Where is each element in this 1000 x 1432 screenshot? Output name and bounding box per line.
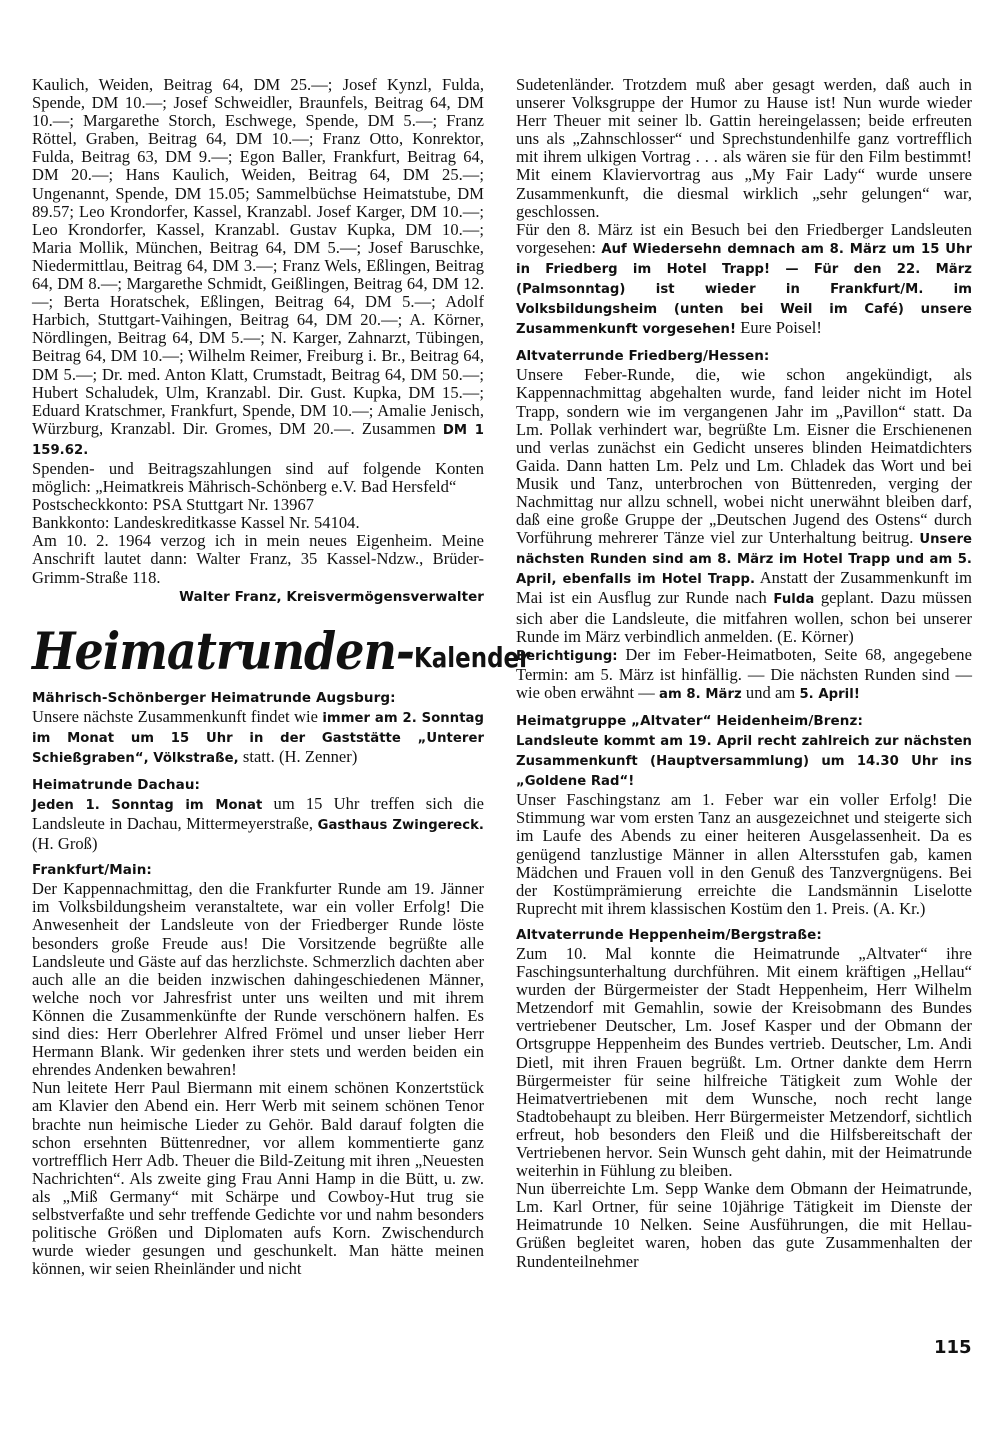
calendar-heading: [32, 620, 531, 681]
page-number: 115: [934, 1337, 972, 1358]
section-heading-dachau: Heimatrunde Dachau:: [32, 777, 201, 793]
right-column: [516, 76, 972, 1271]
section-text-heidenheim: Unser Faschingstanz am 1. Feber war ein voller Erfolg! Die Stimmung war vom ersten Tanz an ausgezeichnet und steigerte sich im Laufe des Abends zu einer heiteren Ausgelassenheit. Da es genügend tanzlustige Männer in allen Altersstufen gab, kamen Mädchen und Frauen voll in den Genuß des Tanzvergnügens. Bei der Kostümprämierung erreichte die Landsmännin Liselotte Ruprecht mit ihrem klassischen Kostüm den 1. Preis. (A. Kr.): [516, 790, 972, 918]
section-heading-augsburg: Mährisch-Schönberger Heimatrunde Augsburg:: [32, 689, 396, 706]
section-text-augsburg: Unsere nächste Zusammenkunft findet wie immer am 2. Sonntag im Monat um 15 Uhr in der Gaststätte „Unterer Schießgraben“, Völkstraße, statt. (H. Zenner): [32, 706, 484, 766]
section-heading-heidenheim: Heimatgruppe „Altvater“ Heidenheim/Brenz:: [516, 713, 863, 729]
section-text-dachau: Jeden 1. Sonntag im Monat um 15 Uhr treffen sich die Landsleute in Dachau, Mittermeyerstraße, Gasthaus Zwingereck. (H. Groß): [32, 794, 484, 854]
section-text-frankfurt: Nun leitete Herr Paul Biermann mit einem schönen Konzertstück am Klavier den Abend ein. Herr Werb mit seinem schönen Tenor brachte nun heimische Lieder zu Gehör. Bald darauf folgten die schon ersehnten Büttenredner, vor allem kommentierte ganz vortrefflich Herr Adb. Theuer die Bild-Zeitung mit ihren „Neuesten Nachrichten“. Als zweite ging Frau Anni Hamp in die Bütt, u. zw. als „Miß Germany“ mit Schärpe und Cowboy-Hut trug sie selbstverfaßte und sehr treffende Gedichte vor und nahm besonders politische Größen und Diplomaten aufs Korn. Zwischendurch wurde wieder gesungen und geschunkelt. Man hätte meinen können, wir seien Rheinländer und nicht: [32, 1078, 484, 1279]
accounts-line: Bankkonto: Landeskreditkasse Kassel Nr. 54104.: [32, 513, 360, 533]
section-text-friedberg: Unsere Feber-Runde, die, wie schon angekündigt, als Kappennachmittag abgehalten wurde, fand leider nicht im Hotel Trapp, sondern wie im vergangenen Jahr im „Pavillon“ statt. Da Lm. Pollak verhindert war, begrüßte Lm. Eisner die Erschienenen und verlas zunächst ein Gedicht unseres blinden Heimatdichters Gaida. Dann hatten Lm. Pelz und Lm. Chladek das Wort und bei Musik und Tanz, unterbrochen von Büttenreden, verging der Nachmittag nur allzu schnell, wobei nicht unerwähnt bleiben darf, daß eine große Gruppe der „Deutschen Jugend des Ostens“ durch Vorführung mehrerer Tänze viel zur Unterhaltung beitrug. Unsere nächsten Runden sind am 8. März im Hotel Trapp und am 5. April, ebenfalls im Hotel Trapp. Anstatt der Zusammenkunft im Mai ist ein Ausflug zur Runde nach Fulda geplant. Dazu müssen sich aber die Landsleute, die mitfahren wollen, schon bei unserer Runde im März verbindlich anmelden. (E. Körner): [516, 365, 973, 646]
section-text-frankfurt-continued: Für den 8. März ist ein Besuch bei den Friedberger Landsleuten vorgesehen: Auf Wiedersehn demnach am 8. März um 15 Uhr in Friedberg im Hotel Trapp! — Für den 22. März (Palmsonntag) ist wieder in Frankfurt/M. im Volksbildungsheim (unten bei Weil im Café) unsere Zusammenkunft vorgesehen! Eure Poisel!: [516, 219, 972, 338]
section-text-friedberg: Berichtigung: Der im Feber-Heimatboten, Seite 68, angegebene Termin: am 5. März ist hinfällig. — Die nächsten Runden sind — wie oben erwähnt — am 8. März und am 5. April!: [516, 644, 972, 702]
left-column: [32, 75, 531, 1279]
signature: Walter Franz, Kreisvermögensverwalter: [179, 588, 484, 605]
section-heading-heppenheim: Altvaterrunde Heppenheim/Bergstraße:: [516, 926, 822, 943]
section-text-frankfurt: Der Kappennachmittag, den die Frankfurter Runde am 19. Jänner im Volksbildungsheim veranstaltete, war ein voller Erfolg! Die Anwesenheit der Landsleute von der Friedberger Runde löste besonders große Freude aus! Die Vorsitzende begrüßte alle Landsleute und Gäste auf das herzlichste. Schmerzlich dachten aber auch alle an die beiden inzwischen dahingeschiedenen Männer, welche noch vor Jahresfrist unter uns weilten und mit ihrem Können die Zusammenkünfte der Runde verschönern halfen. Es sind dies: Herr Oberlehrer Alfred Frömel und unser lieber Herr Hermann Blank. Wir gedenken ihrer stets und werden beiden ein ehrendes Andenken bewahren!: [32, 879, 484, 1080]
section-text-heppenheim: Nun überreichte Lm. Sepp Wanke dem Obmann der Heimatrunde, Lm. Karl Ortner, für seine 10jährige Tätigkeit im Dienste der Heimatrunde 10 Nelken. Seine Ausführungen, die mit Hellau-Grüßen begleitet waren, hoben das gute Zusammenhalten der Rundenteilnehmer: [516, 1179, 972, 1271]
section-heading-friedberg: Altvaterrunde Friedberg/Hessen:: [516, 348, 770, 365]
accounts-line: Am 10. 2. 1964 verzog ich in mein neues Eigenheim. Meine Anschrift lautet dann: Walter Franz, 35 Kassel-Ndzw., Brüder-Grimm-Straße 118.: [32, 531, 484, 587]
donations-list: Kaulich, Weiden, Beitrag 64, DM 25.—; Josef Kynzl, Fulda, Spende, DM 10.—; Josef Schweidler, Braunfels, Beitrag 64, DM 10.—; Margarethe Storch, Eschwege, Spende, DM 5.—; Franz Röttel, Graben, Beitrag 64, DM 10.—; Franz Otto, Konrektor, Fulda, Beitrag 63, DM 9.—; Egon Baller, Frankfurt, Beitrag 64, DM 20.—; Hans Kaulich, Weiden, Beitrag 64, DM 25.—; Ungenannt, Spende, DM 15.05; Sammelbüchse Heimatstube, DM 89.57; Leo Krondorfer, Kassel, Kranzabl. Josef Karger, DM 10.—; Leo Krondorfer, Kassel, Kranzabl. Gustav Kupka, DM 10.—; Maria Mollik, München, Beitrag 64, DM 5.—; Josef Baruschke, Niedermittlau, Beitrag 64, DM 3.—; Franz Wels, Eßlingen, Beitrag 64, DM 8.—; Margarethe Schmidt, Geißlingen, Beitrag 64, DM 12.—; Berta Horatschek, Eßlingen, Beitrag 64, DM 5.—; Adolf Harbich, Stuttgart-Vaihingen, Beitrag 64, DM 20.—; A. Körner, Nördlingen, Beitrag 64, DM 5.—; N. Karger, Zahnarzt, Tübingen, Beitrag 64, DM 10.—; Wilhelm Reimer, Freiburg i. Br., Beitrag 64, DM 5.—; Dr. med. Anton Klatt, Crumstadt, Beitrag 64, DM 50.—; Hubert Schaludek, Ulm, Kranzabl. Dir. Gust. Kupka, DM 15.—; Eduard Kratschmer, Frankfurt, Spende, DM 10.—; Amalie Jenisch, Würzburg, Kranzabl. Dir. Gromes, DM 20.—. Zusammen DM 1 159.62.: [32, 75, 485, 458]
calendar-title-script: Heimatrunden-: [32, 620, 415, 681]
section-text-frankfurt-continued: Sudetenländer. Trotzdem muß aber gesagt werden, daß auch in unserer Volksgruppe der Humor zu Hause ist! Nun wurde wieder Herr Theuer mit seiner lb. Gattin hereingelassen; beide erfreuten uns als „Zahnschlosser“ und Sprechstundenhilfe ganz vortrefflich mit ihrem ulkigen Vortrag . . . als wären sie für den Film bestimmt! Mit einem Klaviervortrag aus „My Fair Lady“ wurde unsere Zusammenkunft, die diesmal wirklich „sehr gelungen“ war, geschlossen.: [516, 75, 972, 221]
section-heading-frankfurt: Frankfurt/Main:: [32, 862, 152, 879]
accounts-line: Postscheckkonto: PSA Stuttgart Nr. 13967: [32, 495, 315, 515]
donations-total: DM 1 159.62.: [32, 422, 485, 458]
section-text-heidenheim: Landsleute kommt am 19. April recht zahlreich zur nächsten Zusammenkunft (Hauptversammlung) um 14.30 Uhr ins „Goldene Rad“!: [516, 734, 972, 790]
calendar-title-word: Kalender: [414, 640, 531, 674]
section-text-heppenheim: Zum 10. Mal konnte die Heimatrunde „Altvater“ ihre Faschingsunterhaltung durchführen. Mit einem kräftigen „Hellau“ wurden der Bürgermeister der Stadt Heppenheim, Herr Wilhelm Metzendorf mit Gemahlin, sowie der Kreisobmann des Bundes vertriebener Deutscher, Lm. Josef Kasper und der Obmann der Ortsgruppe Heppenheim des Bundes vertrieb. Deutscher, Lm. Andi Dietl, mit ihren Frauen begrüßt. Lm. Ortner dankte dem Herrn Bürgermeister für seine hilfreiche Tätigkeit zum Wohle der Heimatvertriebenen mit dem Wunsche, noch recht lange Stadtobehaupt zu bleiben. Herr Bürgermeister Metzendorf, sichtlich erfreut, hob besonders den Fleiß und die Hilfsbereitschaft der Vertriebenen hervor. Sein Wunsch geht dahin, mit der Heimatrunde weiterhin in Fühlung zu bleiben.: [516, 943, 972, 1181]
accounts-line: Spenden- und Beitragszahlungen sind auf folgende Konten möglich: „Heimatkreis Mährisch-Schönberg e.V. Bad Hersfeld“: [32, 458, 484, 497]
